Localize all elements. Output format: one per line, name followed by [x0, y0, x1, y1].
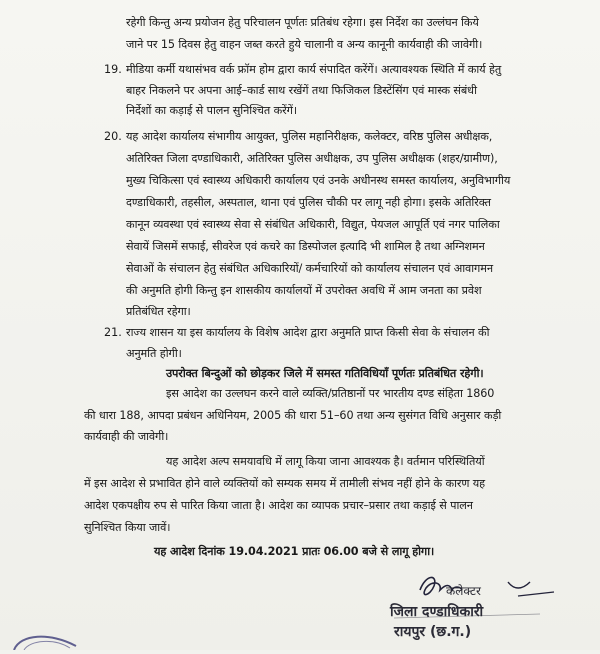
summary-line-4: कार्यवाही की जावेगी।: [84, 430, 169, 443]
item-20-number: 20.: [104, 130, 122, 143]
item-20-line-8: की अनुमति होगी किन्तु इन शासकीय कार्यालयों में उपरोक्त अवधि में आम जनता का प्रवेश: [126, 284, 482, 297]
summary-line-1: उपरोक्त बिन्दुओं को छोड़कर जिले में समस्त गतिविधियाँ पूर्णतः प्रतिबंधित रहेगी।: [166, 367, 484, 380]
item-19-line-3: निर्देशों का कड़ाई से पालन सुनिश्चित करेंगें।: [126, 104, 297, 117]
item-20-line-4: दण्डाधिकारी, तहसील, अस्पताल, थाना एवं पुलिस चौकी पर लागू नही होगा। इसके अतिरिक्त: [126, 196, 491, 209]
item-20-line-5: कानून व्यवस्था एवं स्वास्थ्य सेवा से संबंधित अधिकारी, विद्युत, पेयजल आपूर्ति एवं नगर पालिका: [126, 218, 500, 231]
closing-line-2: में इस आदेश से प्रभावित होने वाले व्यक्तियों को सम्यक समय में तामीली संभव नहीं होने के कारण यह: [84, 477, 486, 490]
item-21-number: 21.: [104, 326, 122, 339]
signature-place: रायपुर (छ.ग.): [394, 624, 472, 640]
summary-line-3: की धारा 188, आपदा प्रबंधन अधिनियम, 2005 की धारा 51–60 तथा अन्य सुसंगत विधि अनुसार कड़ी: [84, 409, 502, 422]
closing-line-3: आदेश एकपक्षीय रुप से पारित किया जाता है। आदेश का व्यापक प्रचार–प्रसार तथा कड़ाई से पालन: [84, 499, 473, 512]
signature-block: [390, 568, 570, 650]
item-19-number: 19.: [104, 63, 122, 76]
item-19-line-2: बाहर निकलने पर अपना आई–कार्ड साथ रखेंगें तथा फिजिकल डिस्टेंसिंग एवं मास्क संबंधी: [126, 84, 477, 97]
item-20-line-3: मुख्य चिकित्सा एवं स्वास्थ्य अधिकारी कार्यालय एवं उनके अधीनस्थ समस्त कार्यालय, अनुविभागीय: [126, 174, 511, 187]
item-19-line-1: मीडिया कर्मी यथासंभव वर्क फ्रॉम होम द्वारा कार्य संपादित करेंगें। अत्यावश्यक स्थिति में कार्य हेतु: [126, 63, 502, 76]
closing-line-1: यह आदेश अल्प समयावधि में लागू किया जाना आवश्यक है। वर्तमान परिस्थितियों: [166, 455, 485, 468]
item-21-line-2: अनुमति होगी।: [126, 347, 182, 360]
signature-designation: कलेक्टर: [446, 584, 481, 598]
intro-line-1: रहेगी किन्तु अन्य प्रयोजन हेतु परिचालन पूर्णतः प्रतिबंध रहेगा। इस निर्देश का उल्लंघन किये: [126, 16, 479, 29]
item-20-line-1: यह आदेश कार्यालय संभागीय आयुक्त, पुलिस महानिरीक्षक, कलेक्टर, वरिष्ठ पुलिस अधीक्षक,: [126, 130, 493, 143]
effective-date-line: यह आदेश दिनांक 19.04.2021 प्रातः 06.00 बजे से लागू होगा।: [154, 545, 435, 558]
seal-stamp-icon: [10, 628, 80, 650]
item-20-line-9: प्रतिबंधित रहेगा।: [126, 305, 191, 318]
summary-line-2: इस आदेश का उल्लघन करने वाले व्यक्ति/प्रतिष्ठानों पर भारतीय दण्ड संहिता 1860: [166, 387, 495, 400]
item-20-line-6: सेवायें जिसमें सफाई, सीवरेज एवं कचरे का डिस्पोजल इत्यादि भी शामिल है तथा अग्निशमन: [126, 240, 485, 253]
intro-line-2: जाने पर 15 दिवस हेतु वाहन जब्त करते हुये चालानी व अन्य कानूनी कार्यवाही की जावेगी।: [126, 38, 483, 51]
item-21-line-1: राज्य शासन या इस कार्यालय के विशेष आदेश द्वारा अनुमति प्राप्त किसी सेवा के संचालन की: [126, 326, 490, 339]
closing-line-4: सुनिश्चित किया जावें।: [84, 521, 171, 534]
signature-title: जिला दण्डाधिकारी: [390, 604, 484, 620]
item-20-line-2: अतिरिक्त जिला दण्डाधिकारी, अतिरिक्त पुलिस अधीक्षक, उप पुलिस अधीक्षक (शहर/ग्रामीण),: [126, 152, 498, 165]
item-20-line-7: सेवाओं के संचालन हेतु संबंधित अधिकारियों/ कर्मचारियों को कार्यालय संचालन एवं आवागमन: [126, 262, 493, 275]
